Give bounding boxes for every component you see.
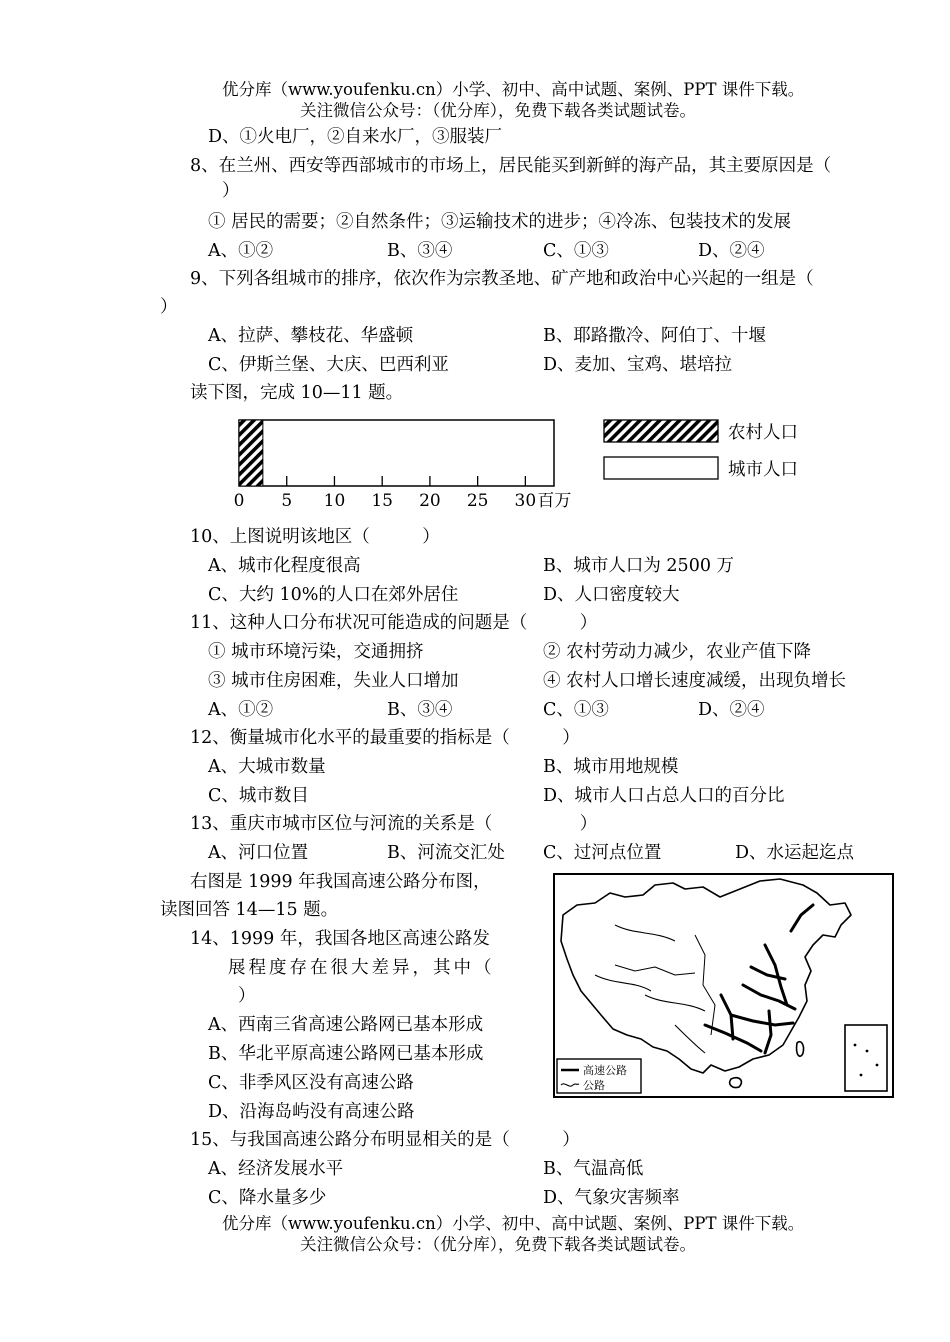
header-line-1: 优分库（www.youfenku.cn）小学、初中、高中试题、案例、PPT 课件下载。 <box>222 80 805 99</box>
q12-option-d: D、城市人口占总人口的百分比 <box>543 786 785 806</box>
bar-segment-urban <box>263 420 554 486</box>
q9-option-b: B、耶路撒冷、阿伯丁、十堰 <box>543 326 766 346</box>
q8-stem: 8、在兰州、西安等西部城市的市场上，居民能买到新鲜的海产品，其主要原因是（ <box>190 156 832 176</box>
x-tick-label: 30 <box>514 491 537 511</box>
q8-items: ① 居民的需要；②自然条件；③运输技术的进步；④冷冻、包装技术的发展 <box>208 212 792 232</box>
q14-stem-3: ） <box>238 986 256 1006</box>
legend-highway-label: 高速公路 <box>583 1064 627 1077</box>
q10-stem: 10、上图说明该地区（ ） <box>190 527 440 547</box>
q10-option-b: B、城市人口为 2500 万 <box>543 556 735 576</box>
q10-option-c: C、大约 10%的人口在郊外居住 <box>208 585 459 605</box>
legend-road-label: 公路 <box>583 1079 605 1092</box>
road-lines <box>595 925 705 1053</box>
q11-item-1: ① 城市环境污染，交通拥挤 <box>208 642 424 662</box>
china-highway-map <box>553 873 894 1098</box>
q11-option-d: D、②④ <box>698 700 765 720</box>
bar-segment-rural <box>239 420 263 486</box>
population-chart <box>230 412 830 512</box>
q9-stem: 9、下列各组城市的排序，依次作为宗教圣地、矿产地和政治中心兴起的一组是（ <box>190 269 814 289</box>
inner-border-center <box>695 935 715 1035</box>
q10-option-a: A、城市化程度很高 <box>208 556 361 576</box>
q8-option-b: B、③④ <box>387 241 453 261</box>
q12-option-a: A、大城市数量 <box>208 757 326 777</box>
q13-stem: 13、重庆市城市区位与河流的关系是（ ） <box>190 814 598 834</box>
q15-option-b: B、气温高低 <box>543 1159 644 1179</box>
q14-stem-2: 展程度存在很大差异，其中（ <box>228 958 495 978</box>
q8-option-a: A、①② <box>208 241 274 261</box>
q7-option-d: D、①火电厂，②自来水厂，③服装厂 <box>208 127 503 147</box>
q14-stem-1: 14、1999 年，我国各地区高速公路发 <box>190 929 490 949</box>
q15-option-a: A、经济发展水平 <box>208 1159 344 1179</box>
legend-swatch-urban <box>604 457 718 479</box>
q15-stem: 15、与我国高速公路分布明显相关的是（ ） <box>190 1130 580 1150</box>
highway-lines <box>705 905 813 1053</box>
x-tick-label: 5 <box>281 491 293 511</box>
intro-10-11: 读下图，完成 10—11 题。 <box>190 383 404 403</box>
q8-option-c: C、①③ <box>543 241 609 261</box>
q14-option-b: B、华北平原高速公路网已基本形成 <box>208 1044 484 1064</box>
q8-option-d: D、②④ <box>698 241 765 261</box>
q11-option-a: A、①② <box>208 700 274 720</box>
south-sea-islands <box>854 1044 879 1077</box>
q11-option-c: C、①③ <box>543 700 609 720</box>
q12-stem: 12、衡量城市化水平的最重要的指标是（ ） <box>190 728 580 748</box>
q14-option-a: A、西南三省高速公路网已基本形成 <box>208 1015 484 1035</box>
q13-option-a: A、河口位置 <box>208 843 309 863</box>
q9-option-c: C、伊斯兰堡、大庆、巴西利亚 <box>208 355 449 375</box>
china-map-drawing <box>555 875 892 1096</box>
x-tick-label: 20 <box>419 491 441 511</box>
q9-option-a: A、拉萨、攀枝花、华盛顿 <box>208 326 414 346</box>
q11-stem: 11、这种人口分布状况可能造成的问题是（ ） <box>190 613 598 633</box>
x-tick-label: 15 <box>371 491 394 511</box>
q11-option-b: B、③④ <box>387 700 453 720</box>
legend-label: 农村人口 <box>728 423 798 443</box>
q12-option-c: C、城市数目 <box>208 786 309 806</box>
q13-option-b: B、河流交汇处 <box>387 843 505 863</box>
intro-14-15-line-2: 读图回答 14—15 题。 <box>160 900 339 920</box>
x-tick-label: 25 <box>466 491 489 511</box>
q11-item-4: ④ 农村人口增长速度减缓，出现负增长 <box>543 671 847 691</box>
unit-label: 百万 <box>537 491 572 511</box>
intro-14-15-line-1: 右图是 1999 年我国高速公路分布图， <box>190 872 491 892</box>
footer-line-2: 关注微信公众号：（优分库），免费下载各类试题试卷。 <box>300 1235 696 1254</box>
q13-option-d: D、水运起迄点 <box>735 843 855 863</box>
q13-option-c: C、过河点位置 <box>543 843 662 863</box>
q10-option-d: D、人口密度较大 <box>543 585 680 605</box>
legend-swatch-rural <box>604 420 718 442</box>
header-line-2: 关注微信公众号：（优分库），免费下载各类试题试卷。 <box>300 101 696 120</box>
q9-stem-end: ） <box>160 297 178 317</box>
q15-option-d: D、气象灾害频率 <box>543 1188 680 1208</box>
q14-option-c: C、非季风区没有高速公路 <box>208 1073 414 1093</box>
legend-label: 城市人口 <box>728 460 798 480</box>
taiwan-island <box>797 1042 804 1056</box>
q8-stem-end: ） <box>222 181 240 201</box>
q11-item-2: ② 农村劳动力减少，农业产值下降 <box>543 642 812 662</box>
q11-item-3: ③ 城市住房困难，失业人口增加 <box>208 671 459 691</box>
x-tick-label: 0 <box>233 491 245 511</box>
q15-option-c: C、降水量多少 <box>208 1188 327 1208</box>
south-sea-inset <box>845 1025 887 1091</box>
hainan-island <box>730 1078 742 1088</box>
q14-option-d: D、沿海岛屿没有高速公路 <box>208 1102 415 1122</box>
footer-line-1: 优分库（www.youfenku.cn）小学、初中、高中试题、案例、PPT 课件下载。 <box>222 1214 805 1233</box>
x-tick-label: 10 <box>323 491 346 511</box>
inner-border-west <box>615 965 695 975</box>
q9-option-d: D、麦加、宝鸡、堪培拉 <box>543 355 733 375</box>
q12-option-b: B、城市用地规模 <box>543 757 679 777</box>
